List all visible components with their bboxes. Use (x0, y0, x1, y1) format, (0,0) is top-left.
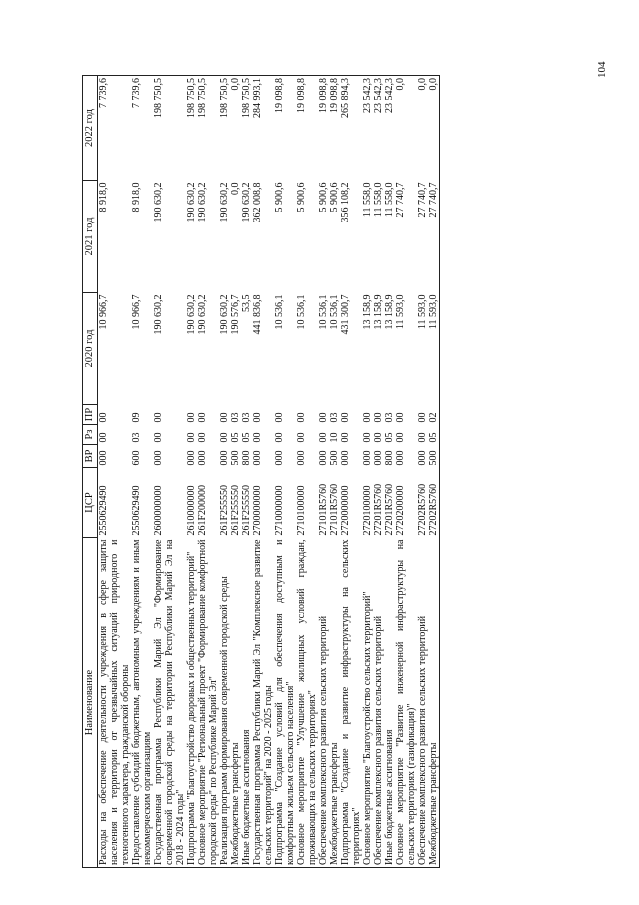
row-2020: 190 630,2 (196, 294, 208, 335)
table-row (131, 76, 153, 868)
row-2022: 284 993,1 (252, 76, 274, 181)
row-csr: 27101R5760 (328, 483, 340, 536)
row-pr: 00 (218, 412, 230, 423)
table-body (97, 76, 439, 868)
row-name: Обеспечение комплексного развития сельских территорий (373, 538, 384, 868)
row-2022: 23 542,3 (373, 76, 384, 181)
row-pr: 03 (328, 412, 340, 423)
row-2022: 198 750,5 (219, 76, 230, 181)
row-rz: 03 (130, 432, 142, 443)
table-row (252, 76, 274, 868)
row-2021: 8 918,0 (130, 182, 142, 213)
row-2021: 8 918,0 (97, 182, 109, 213)
table-row (219, 76, 230, 868)
row-name: Иные бюджетные ассигнования (241, 538, 252, 868)
row-2020: 190 630,2 (218, 294, 230, 335)
row-vr: 800 (383, 450, 395, 466)
table-header-row (83, 76, 98, 868)
row-name: Основное мероприятие "Благоустройство сельских территорий" (362, 538, 373, 868)
row-2022: 0,0 (417, 76, 428, 181)
row-csr: 2720100000 (361, 485, 373, 536)
row-vr: 000 (317, 450, 329, 466)
header-vr: ВР (83, 445, 98, 468)
row-vr: 800 (240, 450, 252, 466)
row-csr: 2700000000 (251, 485, 263, 536)
row-2022: 19 098,8 (329, 76, 340, 181)
row-pr: 00 (339, 412, 351, 423)
row-name: Государственная программа Республики Марий Эл "Комплексное развитие сельских территорий" на 2020 - 2025 годы (252, 538, 274, 868)
row-2021: 11 558,0 (383, 182, 395, 218)
row-pr: 00 (251, 412, 263, 423)
row-rz: 10 (328, 432, 340, 443)
row-csr: 2550629490 (97, 485, 109, 536)
row-rz: 05 (240, 432, 252, 443)
row-2021: 27 740,7 (394, 182, 406, 218)
row-2022: 7 739,6 (131, 76, 153, 181)
row-rz: 00 (251, 432, 263, 443)
row-2021: 5 900,6 (295, 182, 307, 213)
row-2020: 10 536,1 (273, 294, 285, 330)
row-2022: 198 750,5 (186, 76, 197, 181)
row-2020: 10 536,1 (328, 294, 340, 330)
table-row (241, 76, 252, 868)
row-name: Предоставление субсидий бюджетным, автономным учреждениям и иным некоммерческим организациям (131, 538, 153, 868)
row-2022: 19 098,8 (296, 76, 318, 181)
header-name: Наименование (83, 538, 98, 868)
row-2022: 23 542,3 (384, 76, 395, 181)
row-csr: 27101R5760 (317, 483, 329, 536)
budget-table-container (82, 76, 592, 868)
row-2021: 11 558,0 (372, 182, 384, 218)
row-pr: 03 (240, 412, 252, 423)
row-2021: 190 630,2 (152, 182, 164, 223)
row-name: Государственная программа Республики Марий Эл "Формирование современной городской среды на территории Республики Марий Эл на 2018 - 2024 годы" (153, 538, 186, 868)
row-csr: 2720000000 (339, 485, 351, 536)
row-2020: 13 158,9 (372, 294, 384, 330)
row-csr: 27201R5760 (383, 483, 395, 536)
row-2021: 5 900,6 (328, 182, 340, 213)
row-2020: 13 158,9 (361, 294, 373, 330)
row-vr: 000 (185, 450, 197, 466)
row-pr: 00 (97, 412, 109, 423)
row-rz: 05 (383, 432, 395, 443)
row-rz: 00 (218, 432, 230, 443)
row-name: Основное мероприятие "Улучшение жилищных условий граждан, проживающих на сельских территориях" (296, 538, 318, 868)
row-name: Основное мероприятие "Развитие инженерной инфраструктуры на сельских территориях (газификация)" (395, 538, 417, 868)
row-2022: 23 542,3 (362, 76, 373, 181)
row-rz: 00 (394, 432, 406, 443)
row-2021: 362 008,8 (251, 182, 263, 223)
row-2020: 190 576,7 (229, 294, 241, 335)
row-2020: 11 593,0 (394, 294, 406, 330)
row-pr: 02 (428, 405, 440, 425)
row-2020: 13 158,9 (383, 294, 395, 330)
row-name: Подпрограмма "Создание условий для обеспечения доступным и комфортным жильем сельского населения" (274, 538, 296, 868)
row-2020: 190 630,2 (152, 294, 164, 335)
table-row (362, 76, 373, 868)
row-vr: 000 (251, 450, 263, 466)
row-pr: 00 (295, 412, 307, 423)
header-2020: 2020 год (83, 293, 98, 405)
table-row (428, 76, 440, 868)
table-row (296, 76, 318, 868)
row-name: Межбюджетные трансферты (329, 538, 340, 868)
row-2021: 190 630,2 (196, 182, 208, 223)
row-csr: 27201R5760 (372, 483, 384, 536)
table-row (274, 76, 296, 868)
row-rz: 00 (372, 432, 384, 443)
row-pr: 00 (317, 412, 329, 423)
row-name: Обеспечение комплексного развития сельских территорий (318, 538, 329, 868)
row-csr: 2550629490 (130, 485, 142, 536)
table-row (384, 76, 395, 868)
row-2022: 7 739,6 (97, 76, 131, 181)
row-vr: 600 (130, 450, 142, 466)
row-vr: 000 (416, 450, 428, 466)
row-vr: 000 (218, 450, 230, 466)
row-csr: 261F255550 (218, 484, 230, 536)
row-name: Основное мероприятие "Региональный проект "Формирование комфортной городской среды" по Республике Марий Эл" (197, 538, 219, 868)
page-number: 104 (596, 61, 608, 78)
row-2021: 0,0 (229, 182, 241, 195)
row-2021: 5 900,6 (273, 182, 285, 213)
row-pr: 00 (152, 412, 164, 423)
table-row (329, 76, 340, 868)
row-csr: 261F255550 (240, 484, 252, 536)
row-2021: 190 630,2 (185, 182, 197, 223)
row-rz: 00 (339, 432, 351, 443)
row-csr: 261F200000 (196, 484, 208, 536)
row-name: Подпрограмма "Благоустройство дворовых и общественных территорий" (186, 538, 197, 868)
row-name: Подпрограмма "Создание и развитие инфраструктуры на сельских территориях" (340, 538, 362, 868)
row-2021: 190 630,2 (218, 182, 230, 223)
row-2020: 431 300,7 (339, 294, 351, 335)
row-pr: 00 (372, 412, 384, 423)
row-pr: 00 (273, 412, 285, 423)
row-rz: 00 (196, 432, 208, 443)
row-csr: 2720200000 (394, 485, 406, 536)
row-2022: 198 750,5 (241, 76, 252, 181)
row-2020: 10 536,1 (295, 294, 307, 330)
row-pr: 09 (130, 412, 142, 423)
row-2021: 356 108,2 (339, 182, 351, 223)
row-vr: 000 (152, 450, 164, 466)
row-pr: 03 (383, 412, 395, 423)
row-rz: 00 (185, 432, 197, 443)
table-row (153, 76, 186, 868)
row-2020: 11 593,0 (416, 294, 428, 330)
table-row (395, 76, 417, 868)
table-row (373, 76, 384, 868)
row-name: Обеспечение комплексного развития сельских территорий (417, 538, 428, 868)
row-name: Межбюджетные трансферты (230, 538, 241, 868)
header-pr: ПР (83, 405, 98, 425)
row-rz: 05 (229, 432, 241, 443)
row-rz: 00 (152, 432, 164, 443)
header-rz: Рз (83, 425, 98, 445)
row-name: Межбюджетные трансферты (428, 538, 440, 868)
row-pr: 00 (416, 412, 428, 423)
budget-table (82, 75, 440, 868)
row-pr: 03 (229, 412, 241, 423)
row-name: Иные бюджетные ассигнования (384, 538, 395, 868)
row-2021: 27 740,7 (428, 181, 440, 293)
row-2022: 0,0 (395, 76, 417, 181)
row-rz: 00 (317, 432, 329, 443)
row-vr: 000 (273, 450, 285, 466)
row-vr: 500 (328, 450, 340, 466)
row-vr: 000 (295, 450, 307, 466)
row-rz: 00 (295, 432, 307, 443)
row-vr: 000 (97, 450, 109, 466)
row-2022: 0,0 (230, 76, 241, 181)
row-pr: 00 (185, 412, 197, 423)
row-2022: 19 098,8 (274, 76, 296, 181)
row-2020: 10 966,7 (97, 294, 109, 330)
row-2021: 190 630,2 (240, 182, 252, 223)
row-2022: 198 750,5 (153, 76, 186, 181)
header-2021: 2021 год (83, 181, 98, 293)
row-2020: 441 836,8 (251, 294, 263, 335)
table-row (230, 76, 241, 868)
row-2020: 10 966,7 (130, 294, 142, 330)
row-csr: 27202R5760 (428, 468, 440, 538)
row-vr: 000 (361, 450, 373, 466)
table-row (197, 76, 219, 868)
row-csr: 27202R5760 (416, 483, 428, 536)
row-2021: 11 558,0 (361, 182, 373, 218)
row-2020: 10 536,1 (317, 294, 329, 330)
row-csr: 2710000000 (273, 485, 285, 536)
row-2021: 27 740,7 (416, 182, 428, 218)
row-rz: 00 (273, 432, 285, 443)
row-vr: 500 (428, 445, 440, 468)
row-rz: 05 (428, 425, 440, 445)
row-rz: 00 (97, 432, 109, 443)
row-2020: 11 593,0 (428, 293, 440, 405)
row-vr: 500 (229, 450, 241, 466)
row-vr: 000 (372, 450, 384, 466)
row-2022: 198 750,5 (197, 76, 219, 181)
row-2021: 5 900,6 (317, 182, 329, 213)
row-2020: 53,5 (240, 294, 252, 312)
table-row (340, 76, 362, 868)
row-pr: 00 (196, 412, 208, 423)
row-pr: 00 (361, 412, 373, 423)
row-pr: 00 (394, 412, 406, 423)
header-2022: 2022 год (83, 76, 98, 181)
row-2022: 0,0 (428, 76, 440, 181)
row-vr: 000 (394, 450, 406, 466)
row-2020: 190 630,2 (185, 294, 197, 335)
row-2022: 265 894,3 (340, 76, 362, 181)
table-row (97, 76, 131, 868)
row-rz: 00 (361, 432, 373, 443)
row-name: Реализация программ формирования современной городской среды (219, 538, 230, 868)
row-csr: 2710100000 (295, 485, 307, 536)
row-csr: 2610000000 (185, 485, 197, 536)
table-row (417, 76, 428, 868)
row-rz: 00 (416, 432, 428, 443)
table-row (318, 76, 329, 868)
row-name: Расходы на обеспечение деятельности учреждения в сфере защиты населения и территории от чрезвычайных ситуаций природного и техногенного характера, гражданской обороны (97, 538, 131, 868)
row-2022: 19 098,8 (318, 76, 329, 181)
row-vr: 000 (196, 450, 208, 466)
table-row (186, 76, 197, 868)
header-csr: ЦСР (83, 468, 98, 538)
row-csr: 2600000000 (152, 485, 164, 536)
row-vr: 000 (339, 450, 351, 466)
row-csr: 261F255550 (229, 484, 241, 536)
